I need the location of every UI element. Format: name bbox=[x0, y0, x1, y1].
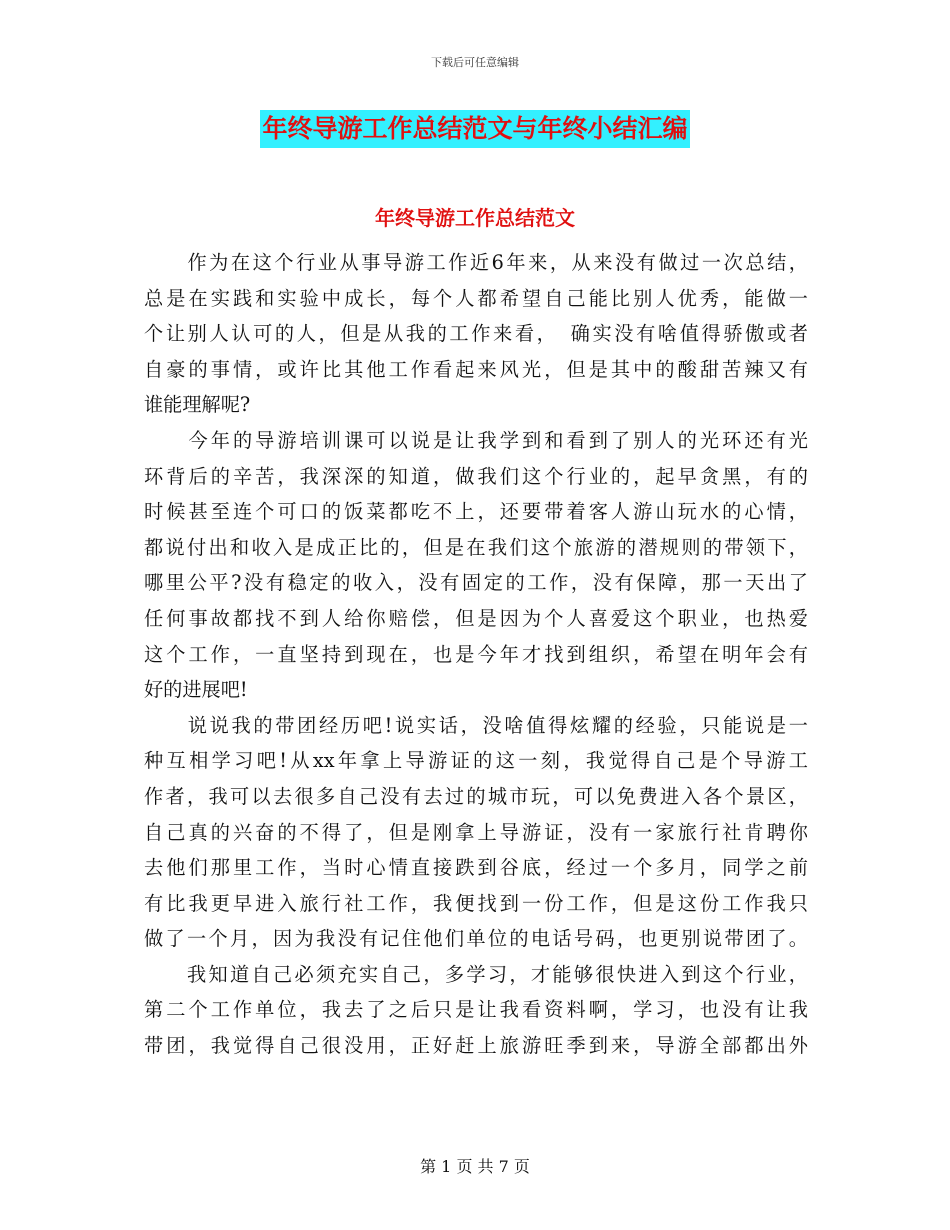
title-wrap bbox=[0, 110, 950, 148]
body-line: 好的进展吧! bbox=[144, 678, 248, 702]
body-line: 做了一个月，因为我没有记住他们单位的电话号码，也更别说带团了。 bbox=[144, 927, 808, 951]
page-header: 下载后可任意编辑 bbox=[431, 56, 519, 69]
body-line: 种互相学习吧!从xx年拿上导游证的这一刻，我觉得自己是个导游工 bbox=[144, 749, 808, 773]
body-line: 谁能理解呢? bbox=[144, 393, 251, 417]
page-footer: 第 1 页 共 7 页 bbox=[420, 1157, 530, 1176]
body-line: 个让别人认可的人，但是从我的工作来看， 确实没有啥值得骄傲或者 bbox=[144, 322, 808, 346]
body-line: 环背后的辛苦，我深深的知道，做我们这个行业的，起早贪黑，有的 bbox=[144, 464, 808, 488]
body-line: 作者，我可以去很多自己没有去过的城市玩，可以免费进入各个景区， bbox=[144, 784, 808, 808]
document-body bbox=[144, 245, 808, 1064]
body-line: 都说付出和收入是成正比的，但是在我们这个旅游的潜规则的带领下， bbox=[144, 535, 808, 559]
body-line: 带团，我觉得自己很没用，正好赶上旅游旺季到来，导游全部都出外 bbox=[144, 1034, 808, 1058]
body-line: 这个工作，一直坚持到现在，也是今年才找到组织，希望在明年会有 bbox=[144, 642, 808, 666]
body-line: 第二个工作单位，我去了之后只是让我看资料啊，学习，也没有让我 bbox=[144, 998, 808, 1022]
body-line: 时候甚至连个可口的饭菜都吃不上，还要带着客人游山玩水的心情， bbox=[144, 500, 808, 524]
body-line: 去他们那里工作，当时心情直接跌到谷底，经过一个多月，同学之前 bbox=[144, 856, 808, 880]
body-line: 我知道自己必须充实自己，多学习，才能够很快进入到这个行业， bbox=[144, 962, 808, 986]
body-line: 自己真的兴奋的不得了，但是刚拿上导游证，没有一家旅行社肯聘你 bbox=[144, 820, 808, 844]
body-line: 说说我的带团经历吧!说实话，没啥值得炫耀的经验，只能说是一 bbox=[144, 713, 808, 737]
body-line: 作为在这个行业从事导游工作近6年来，从来没有做过一次总结， bbox=[144, 251, 808, 274]
section-title: 年终导游工作总结范文 bbox=[375, 206, 575, 230]
body-line: 自豪的事情，或许比其他工作看起来风光，但是其中的酸甜苦辣又有 bbox=[144, 357, 808, 381]
body-line: 今年的导游培训课可以说是让我学到和看到了别人的光环还有光 bbox=[144, 428, 808, 452]
body-line: 总是在实践和实验中成长，每个人都希望自己能比别人优秀，能做一 bbox=[144, 286, 808, 310]
body-line: 任何事故都找不到人给你赔偿，但是因为个人喜爱这个职业，也热爱 bbox=[144, 606, 808, 630]
body-line: 哪里公平?没有稳定的收入，没有固定的工作，没有保障，那一天出了 bbox=[144, 571, 808, 595]
document-title: 年终导游工作总结范文与年终小结汇编 bbox=[260, 110, 689, 148]
body-line: 有比我更早进入旅行社工作，我便找到一份工作，但是这份工作我只 bbox=[144, 891, 808, 915]
